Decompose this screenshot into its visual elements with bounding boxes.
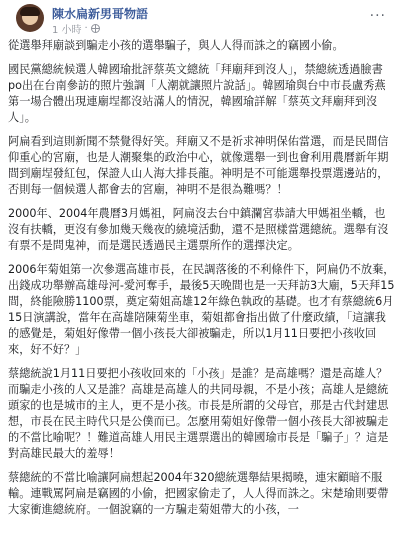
page-name[interactable]: 陳水扁新男哥物語 [52, 7, 149, 21]
post-paragraph-3: 阿扁看到這則新聞不禁覺得好笑。拜廟又不是祈求神明保佑當選，而是民間信仰重心的宮廟，也是人潮聚集的政治中心，就像選舉一到也會利用農曆新年期間到廟埕發紅包，保證人山人海大排長龍。神明是不可能選舉投票選邊站的，否則每一個候選人都會去的宮廟，神明不是很為難嗎？！ [8, 135, 389, 196]
post-paragraph-1: 從選舉拜廟談到騙走小孩的選舉騙子，與人人得而誅之的竊國小偷。 [8, 39, 344, 52]
globe-icon [91, 24, 100, 33]
timestamp[interactable]: 1 小時 [52, 25, 82, 36]
post-paragraph-6: 蔡總統說1月11日要把小孩收回來的「小孩」是誰？是高雄嗎？還是高雄人？而騙走小孩的人又是誰？高雄是高雄人的共同母親，不是小孩；高雄人是總統頭家的也是城市的主人，更不是小孩。市長是所謂的父母官，那是古代封建思想，市長在民主時代只是公僕而已。怎麼用菊姐好像帶一個小孩長大卻被騙走的不當比喻呢？！難道高雄人用民主選票選出的韓國瑜市長是「騙子」？這是對高雄民最大的羞辱！ [8, 367, 389, 460]
avatar[interactable] [16, 4, 44, 32]
post-paragraph-7: 蔡總統的不當比喻讓阿扁想起2004年320總統選舉結果揭曉，連宋顧暗不服輸。連戰罵阿扁是竊國的小偷，把國家偷走了，人人得而誅之。宋楚瑜則要帶大家衝進總統府。一個說竊的一方騙走菊姐帶大的小孩，一 [8, 471, 389, 516]
more-options-button[interactable]: ··· [369, 8, 386, 24]
post-header [8, 0, 396, 38]
post-meta [52, 21, 100, 36]
avatar-hair [20, 7, 40, 16]
post-paragraph-4: 2000年、2004年農曆3月媽祖，阿扁沒去台中鎮瀾宮恭請大甲媽祖坐轎，也沒有扶轎，更沒有參加幾天幾夜的繞境活動，還不是照樣當選總統。選舉有沒有票不是問鬼神，而是選民透過民主選票所作的選擇決定。 [8, 207, 389, 252]
post-body [8, 38, 396, 518]
meta-separator: · [84, 23, 88, 34]
post-paragraph-2: 國民黨總統候選人韓國瑜批評蔡英文總統「拜廟拜到沒人」，禁總統透過臉書po出在台南參訪的照片強調「人潮就讓照片說話」。韓國瑜與台中市長盧秀燕第一場合體出現連廟埕都沒站滿人的情況，韓國瑜詳解「蔡英文拜廟拜到沒人」。 [8, 63, 386, 124]
post-paragraph-5: 2006年菊姐第一次參選高雄市長，在民調落後的不利條件下，阿扁仍不放棄，出錢成功舉辦高雄母河-愛河奪手，最後5天晚間也是一天拜訪3大廟，5天拜15間，終能險勝1100票，奠定菊姐高雄12年綠色執政的基礎。也才有蔡總統6月15日演講說，當年在高雄陪陳菊坐車，菊姐都會指出做了什麼政績，「這讓我的感覺是，菊姐好像帶一個小孩長大卻被騙走，所以1月11日要把小孩收回來，好不好？」 [8, 263, 395, 356]
